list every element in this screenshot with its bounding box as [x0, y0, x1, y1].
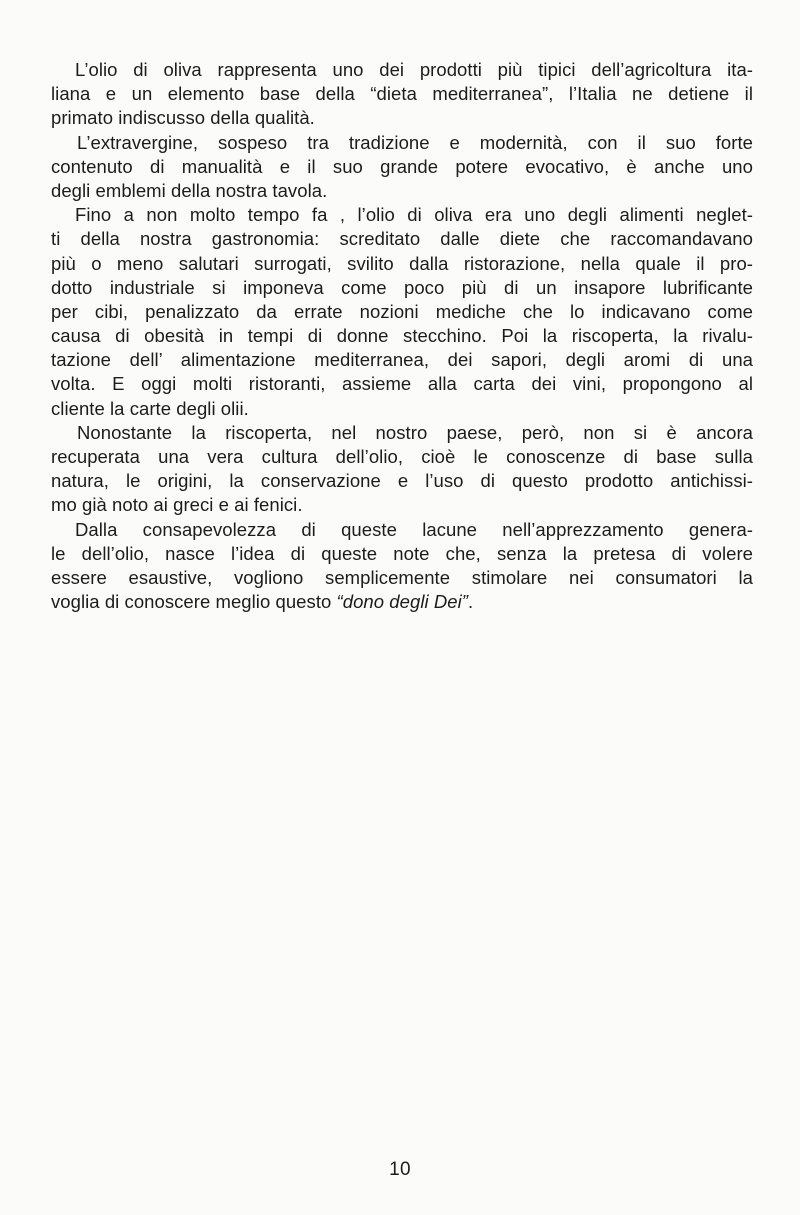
text-line: causa di obesità in tempi di donne stecchino. Poi la riscoperta, la rivalu- [51, 325, 753, 347]
text-line: Nonostante la riscoperta, nel nostro paese, però, non si è ancora [77, 421, 753, 443]
text-line: natura, le origini, la conservazione e l’uso di questo prodotto antichissi- [51, 470, 753, 492]
emphasized-phrase: “dono degli Dei” [336, 591, 468, 613]
text-line: recuperata una vera cultura dell’olio, cioè le conoscenze di base sulla [51, 446, 753, 467]
body-text [51, 58, 753, 614]
text-line: le dell’olio, nasce l’idea di queste note che, senza la pretesa di volere [51, 542, 753, 564]
text-line: volta. E oggi molti ristoranti, assieme alla carta dei vini, propongono al [51, 373, 753, 395]
text-line: primato indiscusso della qualità. [51, 107, 315, 129]
text-run: voglia di conoscere meglio questo [51, 591, 337, 613]
text-line: essere esaustive, vogliono semplicemente stimolare nei consumatori la [51, 566, 753, 588]
page-number: 10 [389, 1159, 411, 1180]
text-line: più o meno salutari surrogati, svilito dalla ristorazione, nella quale il pro- [51, 252, 753, 274]
text-line: L’olio di oliva rappresenta uno dei prodotti più tipici dell’agricoltura ita- [75, 59, 753, 80]
text-line: L’extravergine, sospeso tra tradizione e modernità, con il suo forte [77, 131, 753, 153]
text-line: tazione dell’ alimentazione mediterranea, dei sapori, degli aromi di una [51, 349, 753, 371]
text-line [51, 590, 753, 614]
paragraph-3 [51, 203, 753, 421]
text-line: cliente la carte degli olii. [51, 397, 249, 419]
document-page [51, 58, 753, 1158]
text-line: contenuto di manualità e il suo grande potere evocativo, è anche uno [51, 155, 753, 177]
paragraph-4 [51, 421, 753, 518]
paragraph-5 [51, 518, 753, 615]
paragraph-1 [51, 58, 753, 131]
text-line: per cibi, penalizzato da errate nozioni mediche che lo indicavano come [51, 300, 753, 322]
text-line: dotto industriale si imponeva come poco più di un insapore lubrificante [51, 276, 753, 298]
text-run: . [467, 591, 474, 613]
text-line: degli emblemi della nostra tavola. [51, 179, 328, 201]
text-line: liana e un elemento base della “dieta mediterranea”, l’Italia ne detiene il [51, 83, 753, 105]
text-line: ti della nostra gastronomia: screditato dalle diete che raccomandavano [51, 228, 753, 250]
text-line: Dalla consapevolezza di queste lacune nell’apprezzamento genera- [75, 518, 753, 540]
text-line: Fino a non molto tempo fa , l’olio di oliva era uno degli alimenti neglet- [75, 204, 753, 226]
paragraph-2 [51, 131, 753, 204]
text-line: mo già noto ai greci e ai fenici. [51, 494, 303, 516]
